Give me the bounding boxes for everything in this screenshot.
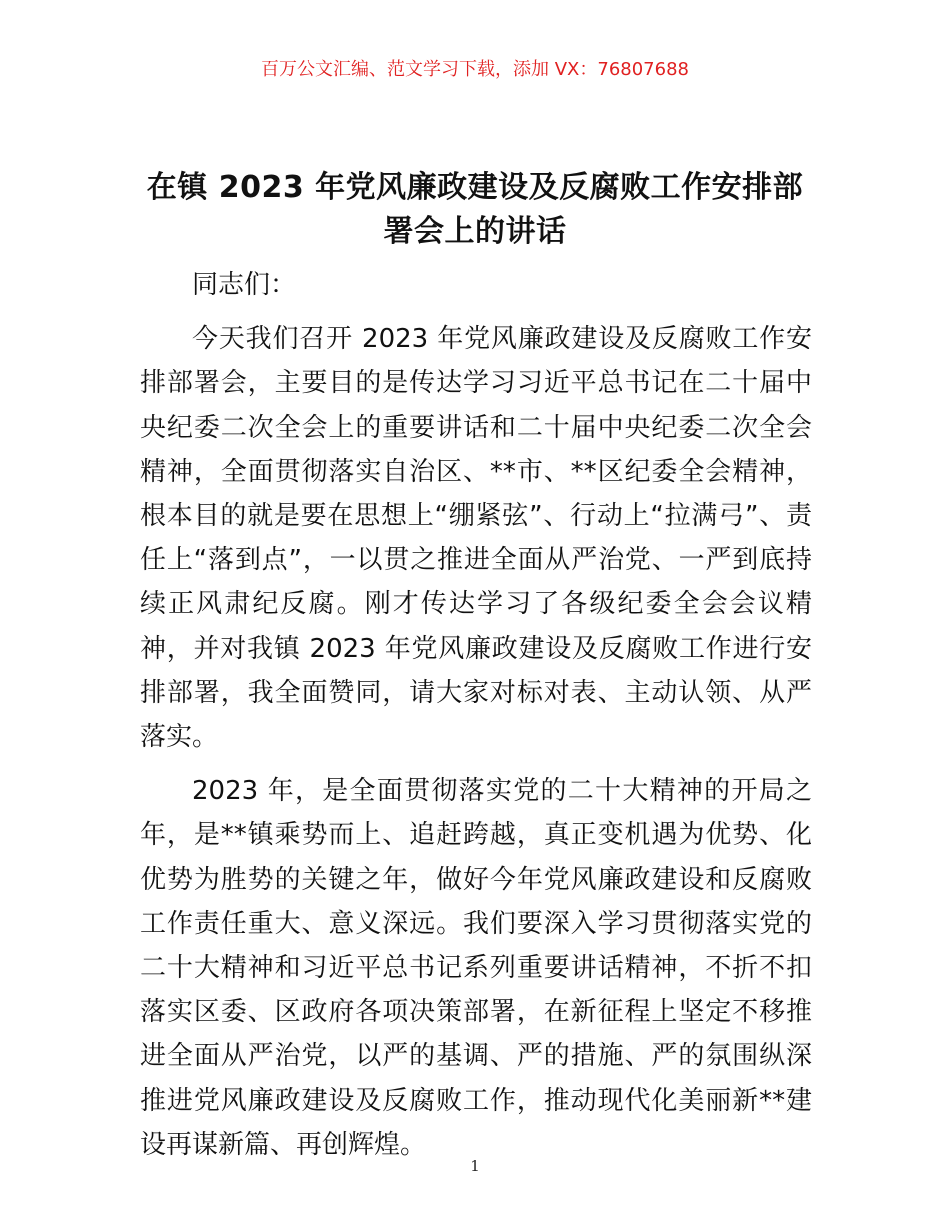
title-line-1: 在镇 2023 年党风廉政建设及反腐败工作安排部	[146, 170, 804, 205]
document-body	[140, 263, 812, 1177]
paragraph-2: 2023 年，是全面贯彻落实党的二十大精神的开局之年，是**镇乘势而上、追赶跨越，真正变机遇为优势、化优势为胜势的关键之年，做好今年党风廉政建设和反腐败工作责任重大、意义深远。我们要深入学习贯彻落实党的二十大精神和习近平总书记系列重要讲话精神，不折不扣落实区委、区政府各项决策部署，在新征程上坚定不移推进全面从严治党，以严的基调、严的措施、严的氛围纵深推进党风廉政建设及反腐败工作，推动现代化美丽新**建设再谋新篇、再创辉煌。	[140, 776, 812, 1160]
salutation: 同志们：	[192, 270, 297, 300]
header-note: 百万公文汇编、范文学习下载，添加 VX：76807688	[261, 59, 689, 80]
document-title	[138, 166, 812, 254]
page-number: 1	[470, 1157, 480, 1175]
title-line-2: 署会上的讲话	[383, 214, 567, 249]
paragraph-1: 今天我们召开 2023 年党风廉政建设及反腐败工作安排部署会，主要目的是传达学习习近平总书记在二十届中央纪委二次全会上的重要讲话和二十届中央纪委二次全会精神，全面贯彻落实自治区、**市、**区纪委全会精神，根本目的就是要在思想上“绷紧弦”、行动上“拉满弓”、责任上“落到点”，一以贯之推进全面从严治党、一严到底持续正风肃纪反腐。刚才传达学习了各级纪委全会会议精神，并对我镇 2023 年党风廉政建设及反腐败工作进行安排部署，我全面赞同，请大家对标对表、主动认领、从严落实。	[140, 324, 812, 753]
